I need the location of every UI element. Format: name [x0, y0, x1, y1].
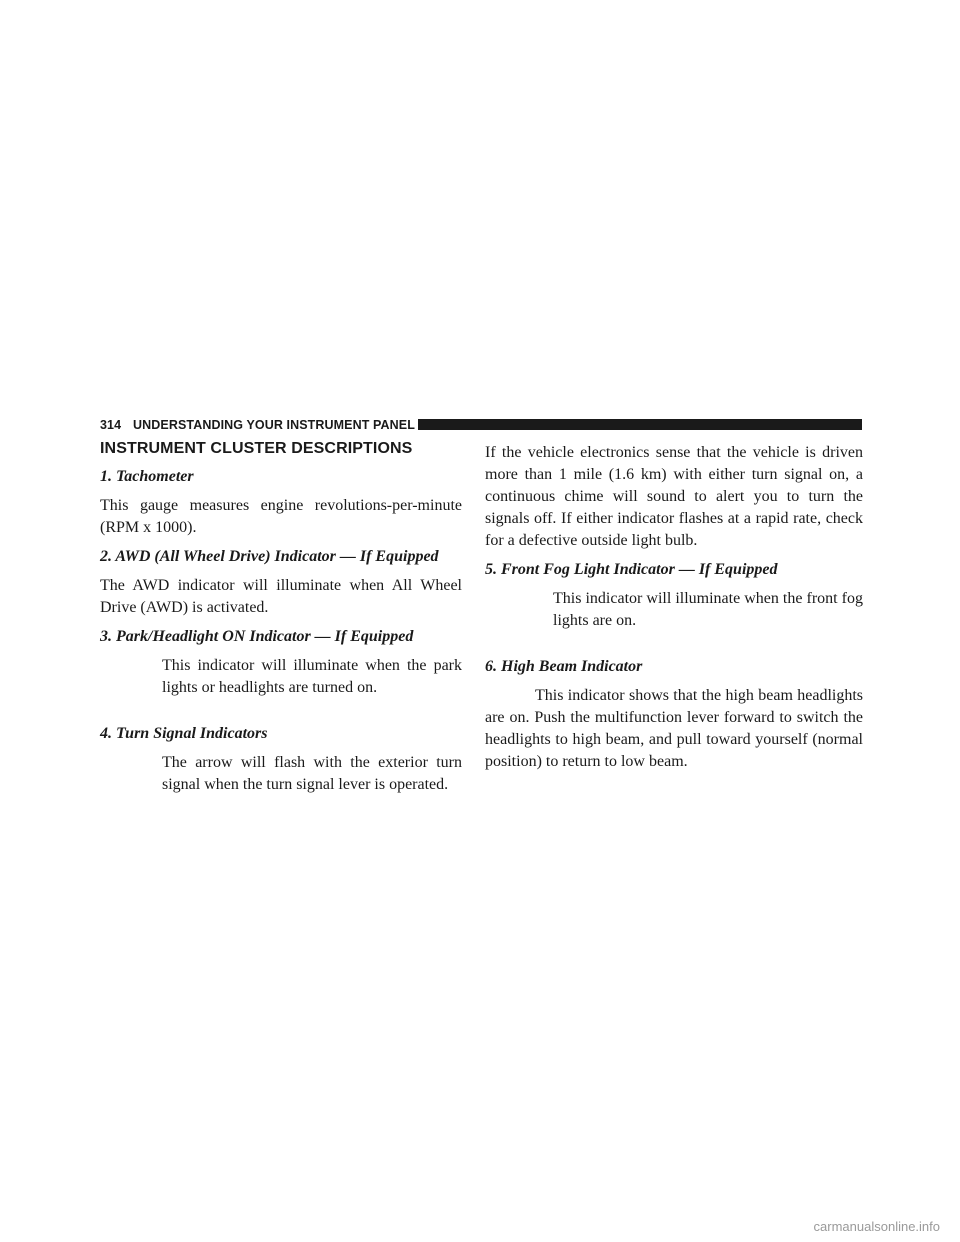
item-heading-high-beam: 6. High Beam Indicator [485, 658, 643, 675]
item-text-awd: The AWD indicator will illuminate when All Wheel Drive (AWD) is activated. [100, 577, 462, 616]
page-number: 314 [100, 418, 122, 432]
right-column [485, 442, 863, 780]
item-text-front-fog: This indicator will illuminate when the front fog lights are on. [553, 590, 863, 629]
turn-signal-continued-text: If the vehicle electronics sense that the vehicle is driven more than 1 mile (1.6 km) with either turn signal on, a continuous chime will sound to alert you to turn the signals off. If either indicator flashes at a rapid rate, check for a defective outside light bulb. [485, 444, 863, 549]
section-title: INSTRUMENT CLUSTER DESCRIPTIONS [100, 440, 413, 457]
item-heading-turn-signal: 4. Turn Signal Indicators [100, 725, 268, 742]
item-text-tachometer: This gauge measures engine revolutions-per-minute (RPM x 1000). [100, 497, 462, 536]
running-head: UNDERSTANDING YOUR INSTRUMENT PANEL [133, 418, 415, 432]
page-header [100, 416, 862, 436]
item-heading-awd: 2. AWD (All Wheel Drive) Indicator — If Equipped [100, 548, 439, 565]
item-heading-park-headlight: 3. Park/Headlight ON Indicator — If Equipped [100, 628, 414, 645]
item-text-turn-signal: The arrow will flash with the exterior turn signal when the turn signal lever is operated. [162, 754, 462, 793]
item-heading-tachometer: 1. Tachometer [100, 468, 194, 485]
item-text-high-beam: This indicator shows that the high beam headlights are on. Push the multifunction lever forward to switch the headlights to high beam, and pull toward yourself (normal position) to return to low beam. [485, 687, 863, 770]
item-text-park-headlight: This indicator will illuminate when the park lights or headlights are turned on. [162, 657, 462, 696]
watermark: carmanualsonline.info [813, 1219, 940, 1234]
left-column [100, 440, 462, 803]
header-rule [418, 419, 862, 430]
item-heading-front-fog: 5. Front Fog Light Indicator — If Equipped [485, 561, 778, 578]
